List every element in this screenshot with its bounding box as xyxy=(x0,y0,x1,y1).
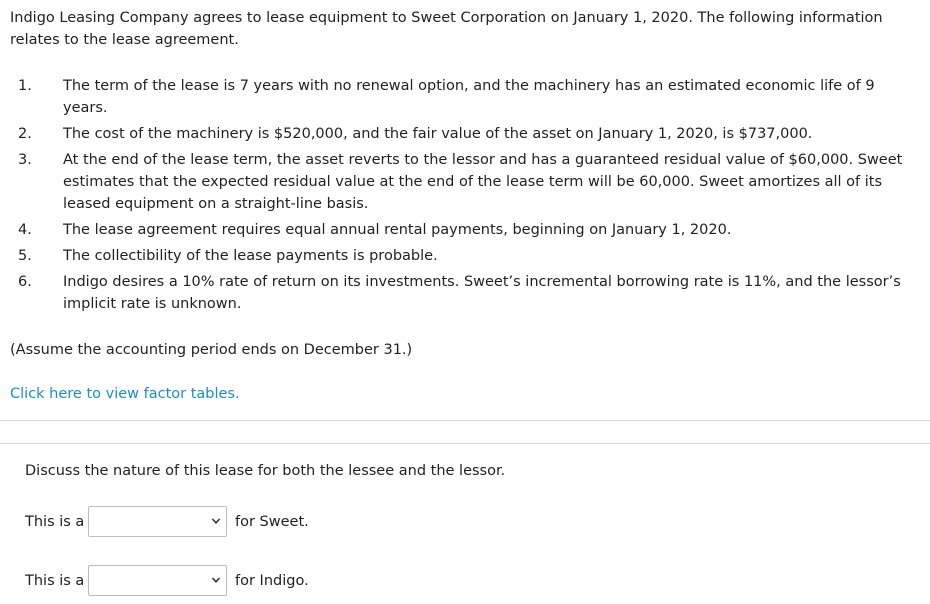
list-item-number: 5. xyxy=(18,248,32,264)
answer-suffix: for Sweet. xyxy=(235,513,309,530)
assumption-note: (Assume the accounting period ends on December 31.) xyxy=(10,342,413,358)
section-divider-top xyxy=(0,420,930,421)
chevron-down-icon xyxy=(211,576,221,584)
question-prompt: Discuss the nature of this lease for both the lessee and the lessor. xyxy=(25,463,506,479)
lease-type-select-indigo[interactable] xyxy=(88,565,227,596)
factor-tables-link[interactable]: Click here to view factor tables. xyxy=(10,386,240,402)
answer-suffix: for Indigo. xyxy=(235,572,309,589)
section-divider-bottom xyxy=(0,443,930,444)
answer-prefix: This is a xyxy=(25,513,85,530)
lease-facts-list xyxy=(0,75,930,319)
list-item xyxy=(0,75,930,119)
answer-row-indigo xyxy=(25,565,309,596)
list-item-text: The cost of the machinery is $520,000, and the fair value of the asset on January 1, 2020, is $737,000. xyxy=(63,126,813,142)
list-item xyxy=(0,271,930,315)
answer-row-sweet xyxy=(25,506,309,537)
list-item-number: 4. xyxy=(18,222,32,238)
chevron-down-icon xyxy=(211,517,221,525)
list-item-text: The term of the lease is 7 years with no renewal option, and the machinery has an estimated economic life of 9 years. xyxy=(63,78,875,116)
list-item xyxy=(0,149,930,215)
select-value xyxy=(95,570,206,592)
list-item xyxy=(0,219,930,241)
list-item-text: The lease agreement requires equal annual rental payments, beginning on January 1, 2020. xyxy=(63,222,732,238)
list-item-number: 6. xyxy=(18,274,32,290)
list-item xyxy=(0,123,930,145)
list-item-text: The collectibility of the lease payments is probable. xyxy=(63,248,438,264)
list-item-number: 1. xyxy=(18,78,32,94)
select-value xyxy=(95,511,206,533)
list-item-number: 2. xyxy=(18,126,32,142)
list-item-text: Indigo desires a 10% rate of return on its investments. Sweet’s incremental borrowing rate is 11%, and the lessor’s implicit rate is unknown. xyxy=(63,274,901,312)
problem-intro: Indigo Leasing Company agrees to lease equipment to Sweet Corporation on January 1, 2020. The following information relates to the lease agreement. xyxy=(10,10,883,48)
list-item-text: At the end of the lease term, the asset reverts to the lessor and has a guaranteed residual value of $60,000. Sweet estimates that the expected residual value at the end of the lease term will be 60,000. Sweet amortizes all of its leased equipment on a straight-line basis. xyxy=(63,152,903,212)
answer-prefix: This is a xyxy=(25,572,85,589)
list-item xyxy=(0,245,930,267)
lease-type-select-sweet[interactable] xyxy=(88,506,227,537)
list-item-number: 3. xyxy=(18,152,32,168)
